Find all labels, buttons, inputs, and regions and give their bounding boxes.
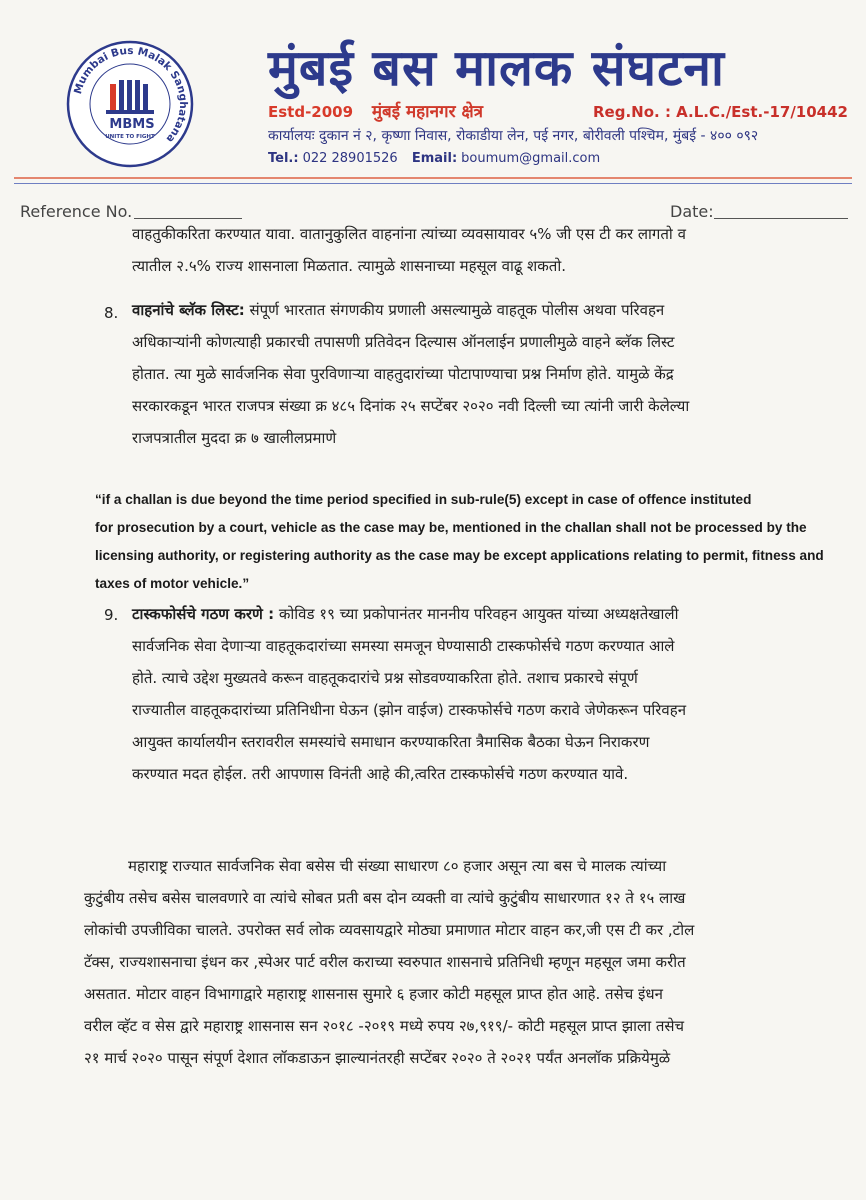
- text-line: आयुक्त कार्यालयीन स्तरावरील समस्यांचे समाधान करण्याकरिता त्रैमासिक बैठका घेऊन निराकरण: [132, 733, 650, 751]
- logo-tagline: UNITE TO FIGHT: [105, 134, 155, 140]
- text-line: होतात. त्या मुळे सार्वजनिक सेवा पुरविणाऱ्या वाहतुदारांच्या पोटापाण्याचा प्रश्न निर्माण होते. यामुळे केंद्र: [132, 365, 674, 383]
- point-8-first-line: संपूर्ण भारतात संगणकीय प्रणाली असल्यामुळे वाहतूक पोलीस अथवा परिवहन: [244, 301, 665, 319]
- gazette-quote: [95, 486, 824, 598]
- point-8-number: 8.: [104, 304, 119, 322]
- text-line: टॅक्स, राज्यशासनाचा इंधन कर ,स्पेअर पार्ट वरील कराच्या स्वरुपात शासनाचे प्रतिनिधी म्हणून महसूल जमा करीत: [84, 953, 686, 971]
- point-9-number: 9.: [104, 606, 119, 624]
- text-line: वरील व्हॅट व सेस द्वारे महाराष्ट्र शासनास सन २०१८ -२०१९ मध्ये रुपय २७,९१९/- कोटी महसूल प्राप्त झाला तसेच: [84, 1017, 685, 1035]
- text-line: राज्यातील वाहतूकदारांच्या प्रतिनिधीना घेऊन (झोन वाईज) टास्कफोर्सचे गठण करावे जेणेकरून परिवहन: [132, 701, 687, 719]
- email: boumum@gmail.com: [461, 151, 601, 166]
- point-8-heading: वाहनांचे ब्लॅक लिस्ट:: [132, 301, 245, 319]
- registration-number: Reg.No. : A.L.C./Est.-17/10442: [593, 103, 848, 121]
- header-rule-red: [14, 177, 852, 179]
- text-line: सार्वजनिक सेवा देणाऱ्या वाहतूकदारांच्या समस्या समजून घेण्यासाठी टास्कफोर्सचे गठण करण्यात आले: [132, 637, 675, 655]
- point-9-heading: टास्कफोर्सचे गठण करणे :: [132, 605, 275, 623]
- intro-paragraph: [132, 218, 686, 282]
- text-line: राजपत्रातील मुददा क्र ७ खालीलप्रमाणे: [132, 429, 337, 447]
- date-label: Date:: [670, 202, 714, 221]
- logo-acronym: MBMS: [109, 117, 155, 132]
- region-name: मुंबई महानगर क्षेत्र: [371, 102, 484, 122]
- point-9-paragraph: [132, 598, 686, 790]
- text-line: लोकांची उपजीविका चालते. उपरोक्त सर्व लोक व्यवसायद्वारे मोठ्या प्रमाणात मोटार वाहन कर,जी एस टी कर ,टोल: [84, 921, 695, 939]
- header-rule-blue: [14, 183, 852, 184]
- point-8-paragraph: [132, 294, 689, 454]
- quote-line: licensing authority, or registering authority as the case may be except applications relating to permit, fitness and: [95, 548, 824, 563]
- text-line: [132, 294, 689, 326]
- quote-line: taxes of motor vehicle.”: [95, 576, 250, 591]
- text-line: करण्यात मदत होईल. तरी आपणास विनंती आहे की,त्वरित टास्कफोर्सचे गठण करण्यात यावे.: [132, 765, 629, 783]
- text-line: [132, 598, 686, 630]
- tel-label: Tel.:: [268, 151, 299, 166]
- date-blank: [714, 218, 848, 219]
- mbms-logo: [66, 40, 194, 168]
- text-line: अधिकाऱ्यांनी कोणत्याही प्रकारची तपासणी प्रतिवेदन दिल्यास ऑनलाईन प्रणालीमुळे वाहने ब्लॅक लिस्ट: [132, 333, 675, 351]
- text-line: असतात. मोटार वाहन विभागाद्वारे महाराष्ट्र शासनास सुमारे ६ हजार कोटी महसूल प्राप्त होत आहे. तसेच इंधन: [84, 985, 663, 1003]
- text-line: त्यातील २.५% राज्य शासनाला मिळतात. त्यामुळे शासनाच्या महसूल वाढू शकतो.: [132, 257, 566, 275]
- quote-line: “if a challan is due beyond the time period specified in sub-rule(5) except in case of offence instituted: [95, 492, 752, 507]
- text-line: २१ मार्च २०२० पासून संपूर्ण देशात लॉकडाऊन झाल्यानंतरही सप्टेंबर २०२० ते २०२१ पर्यंत अनलॉक प्रक्रियेमुळे: [84, 1049, 671, 1067]
- email-label: Email:: [411, 151, 458, 166]
- closing-paragraph: [84, 850, 694, 1074]
- quote-line: for prosecution by a court, vehicle as the case may be, mentioned in the challan shall not be processed by the: [95, 520, 807, 535]
- established-year: Estd-2009: [268, 103, 354, 121]
- text-line: होते. त्याचे उद्देश मुख्यतवे करून वाहतूकदारांचे प्रश्न सोडवण्याकरिता होते. तशाच प्रकारचे संपूर्ण: [132, 669, 638, 687]
- text-line: वाहतुकीकरिता करण्यात यावा. वातानुकुलित वाहनांना त्यांच्या व्यवसायावर ५% जी एस टी कर लागतो व: [132, 225, 686, 243]
- establishment-line: [268, 102, 848, 122]
- point-9-first-line: कोविड १९ च्या प्रकोपानंतर माननीय परिवहन आयुक्त यांच्या अध्यक्षतेखाली: [274, 605, 679, 623]
- contact-line: [268, 150, 600, 168]
- telephone: 022 28901526: [302, 151, 398, 166]
- office-address: कार्यालयः दुकान नं २, कृष्णा निवास, रोकाडीया लेन, पई नगर, बोरीवली पश्चिम, मुंबई - ४०० ०९२: [268, 128, 759, 144]
- text-line: कुटुंबीय तसेच बसेस चालवणारे वा त्यांचे सोबत प्रती बस दोन व्यक्ती वा त्यांचे कुटुंबीय साधारणात १२ ते १५ लाख: [84, 889, 686, 907]
- text-line: महाराष्ट्र राज्यात सार्वजनिक सेवा बसेस ची संख्या साधारण ८० हजार असून त्या बस चे मालक त्यांच्या: [128, 857, 667, 875]
- reference-label: Reference No.: [20, 202, 133, 221]
- organization-name: मुंबई बस मालक संघटना: [268, 39, 725, 97]
- text-line: सरकारकडून भारत राजपत्र संख्या क्र ४८५ दिनांक २५ सप्टेंबर २०२० नवी दिल्ली च्या त्यांनी जारी केलेल्या: [132, 397, 690, 415]
- logo-ring-text: Mumbai Bus Malak Sanghatana: [71, 44, 190, 145]
